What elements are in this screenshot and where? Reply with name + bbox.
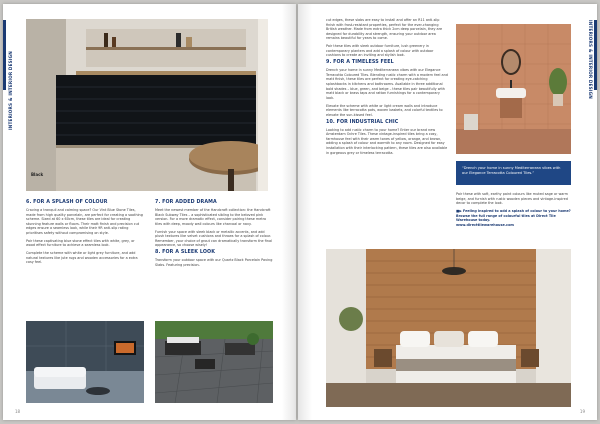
section-6-paragraph-1: Craving a tranquil and calming space? Our Vint Blue Stone Tiles, made from high quality porcelain, are perfect for creating a soothing scheme. Sized at 60 x 60cm, these tiles are ideal for creating stunning feature walls or floors. Their matt finish and precision cut edges ensure a seamless look, while their 9R anti-slip rating prioritises safety without compromising on style. — [26, 208, 143, 236]
pull-quote: “Drench your home in sunny Mediterranean vibes with our Elegance Terracotta Coloured Tiles.” — [456, 161, 571, 185]
section-7 — [155, 201, 273, 271]
gutter-shadow — [298, 4, 312, 420]
right-page — [298, 4, 597, 420]
section-6-paragraph-3: Complete the scheme with white or light grey furniture, and add natural textures like jute rugs and wooden accessories for a extra cosy feel. — [26, 251, 138, 265]
kitchen-illustration — [26, 19, 268, 191]
page-number-right: 19 — [579, 409, 585, 414]
section-8-paragraph-1-continued: cut edges, these slabs are easy to install and offer an R11 anti-slip finish with frost-resistant properties, perfect for the ever-changing British weather. Made from extra thick 2cm deep porcelain, they are designed for durability and strength, ensuring your outdoor area remains beautiful for years to come. — [326, 18, 443, 41]
black-paving-slabs-photo — [155, 321, 273, 403]
ochre-bedroom-photo — [326, 249, 571, 407]
section-10-paragraph-1: Looking to add rustic charm to your home? Enter our brand new Amsterdam Ochre Tiles. These vintage-inspired tiles bring a cosy, farmhouse feel with their warm tones of yellow, orange, and brown, adding a splash of colour and warmth to any room. Designed for easy installation with their interlocking pattern, these tiles are also available in gorgeous grey or timeless terracotta. — [326, 127, 448, 155]
section-10-continued — [456, 192, 571, 231]
bathroom-illustration — [456, 24, 571, 154]
cta-lead: Feeling inspired to add a splash of colour to your home? Browse the full range of colourful tiles at Direct Tile Warehouse today. — [456, 208, 571, 223]
arrow-icon: ■▶ — [456, 208, 462, 213]
section-9-paragraph-1: Drench your home in sunny Mediterranean vibes with our Elegance Terracotta Coloured Tiles. Blending rustic charm with a modern feel and matt finish, these tiles are perfect for creating eye-catching splashbacks in kitchens and bathrooms. Available in three additional bold shades – blue, green, and beige – these tiles pair beautifully with matt black or brass taps and rattan furnishings for a contemporary look. — [326, 68, 448, 100]
side-tab-label: INTERIORS & INTERIOR DESIGN — [8, 51, 13, 130]
gutter-shadow — [282, 4, 296, 420]
section-7-paragraph-2: Furnish your space with sleek black or metallic accents, and add plush textures like velvet cushions and throws for a splash of colour. Remember, your choice of grout can dramatically transform the final appearance, so choose wisely! — [155, 229, 272, 248]
side-tab-bar — [594, 20, 597, 90]
section-6-paragraph-2: Pair these captivating blue stone effect tiles with white, grey, or wood effect furniture to achieve a seamless look. — [26, 238, 135, 248]
section-6-heading: 6. FOR A SPLASH OF COLOUR — [26, 200, 108, 205]
section-7-heading: 7. FOR ADDED DRAMA — [155, 200, 217, 205]
side-tab-label: INTERIORS & INTERIOR DESIGN — [588, 20, 593, 99]
section-8-paragraph-1: Transform your outdoor space with our Quartz Black Porcelain Paving Slabs. Featuring precision- — [155, 258, 273, 267]
living-room-illustration — [26, 321, 144, 403]
section-10-heading: 10. FOR INDUSTRIAL CHIC — [326, 119, 399, 125]
call-to-action — [456, 209, 571, 227]
side-tab-bar — [3, 20, 6, 90]
cta-url-link[interactable]: www.directtilewarehouse.com — [456, 222, 514, 227]
left-page — [3, 4, 296, 420]
terracotta-bathroom-photo — [456, 24, 571, 154]
section-9-heading: 9. FOR A TIMELESS FEEL — [326, 60, 394, 66]
page-number-left: 18 — [15, 409, 21, 414]
section-8-paragraph-2: Pair these tiles with sleek outdoor furniture, lush greenery in contemporary planters and add a splash of colour with outdoor cushions to create an inviting and stylish look. — [326, 44, 434, 58]
section-10-paragraph-2: Pair these with soft, earthy paint colours like muted sage or warm beige, and furnish with rustic wooden pieces and vintage-inspired decor to complete the look. — [456, 192, 568, 206]
patio-illustration — [155, 321, 273, 403]
section-6 — [26, 201, 144, 268]
section-8-continued — [326, 18, 449, 158]
section-7-paragraph-1: Meet the newest member of the Handcraft collection: the Handcraft Black Subway Tiles – a sophisticated sibling to the beloved pink version. For a more dramatic effect, consider pairing these metro tiles with deep, moody wall colours like charcoal or navy. — [155, 208, 271, 226]
section-8-heading: 8. FOR A SLEEK LOOK — [155, 250, 216, 256]
blue-stone-living-room-photo — [26, 321, 144, 403]
photo-caption: Black — [31, 172, 44, 177]
section-9-paragraph-2: Elevate the scheme with white or light cream walls and introduce elements like terracotta pots, woven baskets, and colorful textiles to elevate the sun-kissed feel. — [326, 103, 443, 117]
black-subway-tiles-photo — [26, 19, 268, 191]
bedroom-illustration — [326, 249, 571, 407]
